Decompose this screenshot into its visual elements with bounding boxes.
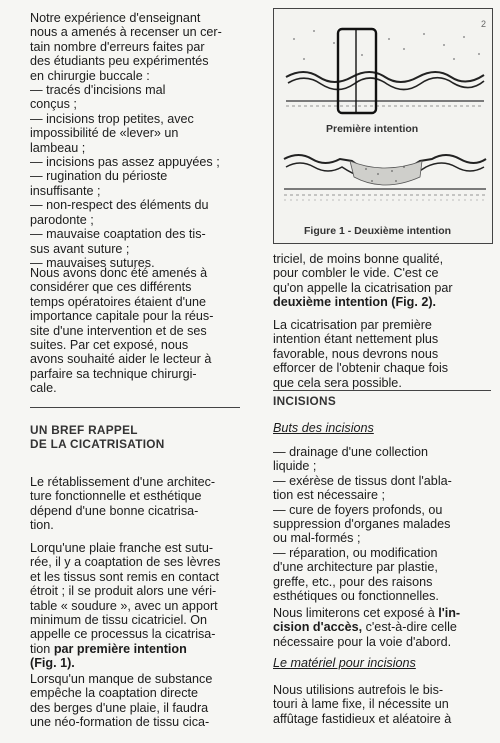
text-line: — non-respect des éléments du (30, 198, 209, 213)
text-line: temps opératoires étaient d'une (30, 294, 207, 309)
text-line: minimum de tissu cicatriciel. On (30, 613, 208, 628)
goals-heading: Buts des incisions (273, 421, 374, 435)
text-line: lambeau ; (30, 140, 86, 155)
text-line: affûtage fastidieux et aléatoire à (273, 711, 452, 726)
text-line: tain nombre d'erreurs faites par (30, 39, 205, 54)
material-paragraph (273, 683, 451, 726)
text-line: Lorsqu'un manque de substance (30, 672, 213, 686)
text-line: avons souhaité aider le lecteur à (30, 352, 212, 367)
conclusion-paragraph (30, 266, 213, 396)
text-line: tion est nécessaire ; (273, 488, 386, 503)
second-intention-drawing (284, 155, 486, 200)
text-line: rée, il y a coaptation de ses lèvres (30, 555, 221, 570)
text-line: empêche la coaptation directe (30, 686, 199, 701)
text-line: Lorqu'une plaie franche est sutu- (30, 541, 214, 555)
text-line: importance capitale pour la réus- (30, 309, 214, 324)
text-line: suppression d'organes malades (273, 517, 451, 532)
text-line: La cicatrisation par première (273, 318, 432, 332)
text-line: touri à lame fixe, il nécessite un (273, 697, 449, 712)
tion-word: tion (30, 642, 54, 656)
text-line: cale. (30, 381, 57, 396)
first-intention-drawing (286, 29, 484, 113)
text-line: Notre expérience d'enseignant (30, 11, 201, 25)
text-line: dépend d'une bonne cicatrisa- (30, 503, 199, 518)
text-line: — mauvaises sutures. (30, 255, 155, 270)
limit-bold: l'in- (438, 606, 461, 620)
text-line: insuffisante ; (30, 183, 101, 198)
second-intention-bold: deuxième intention (Fig. 2). (273, 295, 437, 309)
text-line: parodonte ; (30, 212, 94, 227)
first-intention-emph-line (30, 642, 245, 671)
material-heading: Le matériel pour incisions (273, 656, 416, 670)
text-line: — drainage d'une collection (273, 445, 429, 459)
text-line: greffe, etc., pour des raisons (273, 574, 433, 589)
limit-pre: Nous limiterons cet exposé à (273, 606, 435, 620)
text-line: — incisions pas assez appuyées ; (30, 155, 220, 170)
page-number: 2 (480, 19, 486, 29)
text-line: conçus ; (30, 97, 77, 112)
text-line: impossibilité de «lever» un (30, 126, 179, 141)
second-intention-paragraph (273, 252, 453, 295)
first-intention-ref: (Fig. 1). (30, 656, 75, 671)
incisions-rule (273, 390, 491, 391)
text-line: liquide ; (273, 459, 317, 474)
section-rule (30, 407, 240, 408)
text-line: parfaire sa technique chirurgi- (30, 366, 197, 381)
figure-1-caption: Figure 1 - Deuxième intention (304, 225, 452, 237)
text-line: table « soudure », avec un apport (30, 598, 218, 613)
text-line: Nous utilisions autrefois le bis- (273, 683, 444, 697)
restoration-paragraph (30, 475, 215, 533)
text-line: ou mal-formés ; (273, 531, 361, 546)
text-line: des étudiants peu expérimentés (30, 54, 209, 69)
text-line: des berges d'une plaie, il faudra (30, 700, 209, 715)
text-line: sus avant suture ; (30, 241, 130, 256)
intro-paragraph (30, 11, 222, 270)
text-line: — exérèse de tissus dont l'abla- (273, 473, 452, 488)
text-line: ture fonctionnelle et esthétique (30, 489, 202, 504)
first-intention-lines (30, 541, 220, 642)
goals-list (273, 445, 452, 603)
loss-paragraph (30, 672, 212, 730)
text-line: favorable, nous devrons nous (273, 346, 439, 361)
text-line: d'une architecture par plastie, (273, 560, 438, 575)
limit-bold-2: cision d'accès, (273, 620, 363, 635)
text-line: intention étant nettement plus (273, 332, 439, 347)
text-line: appelle ce processus la cicatrisa- (30, 627, 216, 642)
text-line: UN BREF RAPPEL (30, 423, 138, 437)
text-line: efforcer de l'obtenir chaque fois (273, 361, 449, 376)
text-line: DE LA CICATRISATION (30, 436, 165, 451)
first-intention-paragraph (30, 541, 220, 642)
text-line: Le rétablissement d'une architec- (30, 475, 216, 489)
text-line: une néo-formation de tissu cica- (30, 715, 210, 730)
text-line: suites. Par cet exposé, nous (30, 338, 189, 353)
limit-end: nécessaire pour la voie d'abord. (273, 634, 452, 649)
preference-paragraph (273, 318, 448, 390)
text-line: qu'on appelle la cicatrisation par (273, 280, 453, 295)
text-line: nous a amenés à recenser un cer- (30, 25, 222, 40)
text-line: — mauvaise coaptation des tis- (30, 227, 206, 242)
text-line: — tracés d'incisions mal (30, 83, 166, 98)
text-line: — incisions trop petites, avec (30, 111, 194, 126)
figure-label-first-intention: Première intention (326, 123, 419, 135)
text-line: site d'une intervention et de ses (30, 323, 207, 338)
incisions-heading: INCISIONS (273, 394, 337, 408)
text-line: Nous avons donc été amenés à (30, 266, 208, 280)
text-line: — réparation, ou modification (273, 545, 438, 560)
limit-post: c'est-à-dire celle (362, 620, 457, 635)
text-line: étroit ; il se produit alors une véri- (30, 584, 217, 599)
text-line: — cure de foyers profonds, ou (273, 502, 443, 517)
limit-paragraph (273, 606, 491, 649)
text-line: et les tissus sont remis en contact (30, 569, 219, 584)
text-line: pour combler le vide. C'est ce (273, 266, 439, 281)
text-line: tion. (30, 518, 54, 533)
section-heading-cicatrisation (30, 424, 165, 451)
text-line: — rugination du périoste (30, 169, 168, 184)
text-line: que cela sera possible. (273, 375, 402, 390)
text-line: esthétiques ou fonctionnelles. (273, 589, 439, 604)
first-intention-bold: par première intention (53, 642, 187, 656)
text-line: en chirurgie buccale : (30, 68, 150, 83)
second-intention-emph (273, 295, 436, 309)
text-line: triciel, de moins bonne qualité, (273, 252, 444, 266)
text-line: considérer que ces différents (30, 280, 192, 295)
figure-1-box (273, 8, 493, 244)
